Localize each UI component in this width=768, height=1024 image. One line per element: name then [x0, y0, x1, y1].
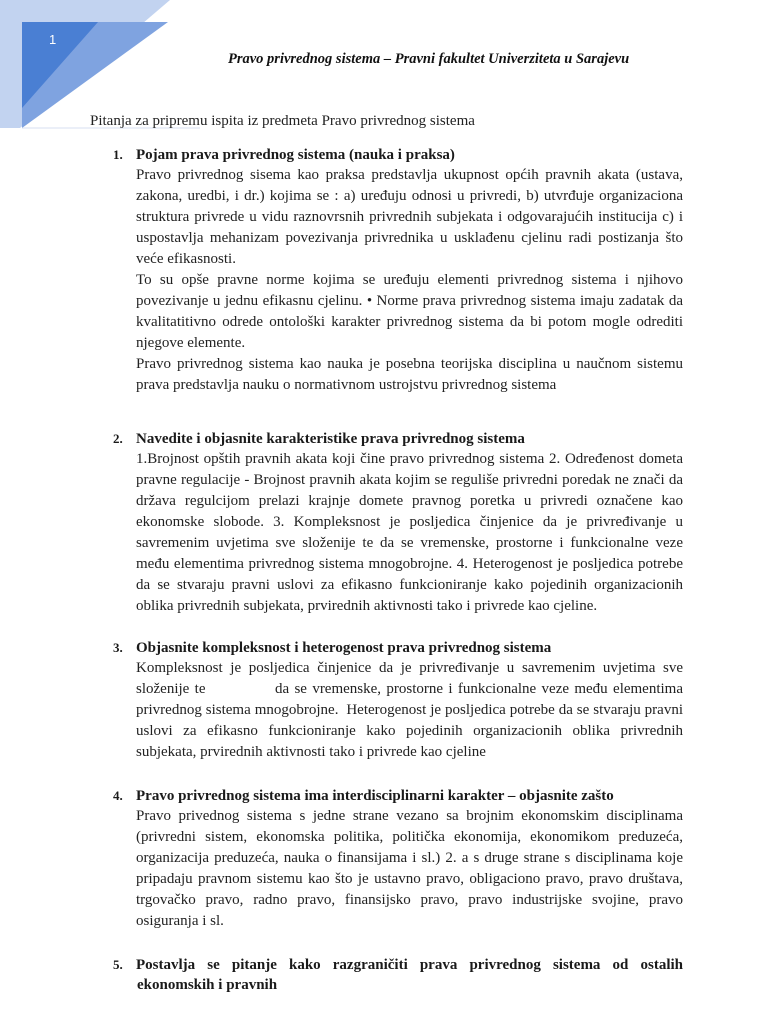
- question-title: Pravo privrednog sistema ima interdisciplinarni karakter – objasnite zašto: [136, 788, 614, 804]
- question-4: [113, 786, 683, 932]
- question-number: 5.: [113, 957, 123, 972]
- question-title: Objasnite kompleksnost i heterogenost prava privrednog sistema: [136, 640, 552, 656]
- question-1-answer: [113, 165, 683, 396]
- answer-paragraph: 1.Brojnost opštih pravnih akata koji čine pravo privrednog sistema 2. Određenost dometa pravne regulacije - Brojnost pravnih akata kojim se reguliše privredni poredak ne znači da država regulcijom prelazi krajnje domete pravnog poretka u privredi označene kao ekonomske slobode. 3. Kompleksnost je posljedica činjenice da je privređivanje u savremenim uvjetima sve složenije te da se vremenske, prostorne i funkcionalne veze među elementima privrednog sistema mnogobrojne. 4. Heterogenost je posljedica potrebe da se stvaraju pravni uslovi za efikasno funkcioniranje kako pojedinih organizacionih oblika privrednih subjekata, prvirednih aktivnosti tako i privrede kao cjeline.: [136, 451, 683, 614]
- question-number: 1.: [113, 147, 123, 162]
- answer-paragraph: To su opše pravne norme kojima se uređuju elementi privrednog sistema i njihovo povezivanje u jednu efikasnu cjelinu. • Norme prava privrednog sistema imaju zadatak da kvalitatitivno odrede ontološki karakter privrednog sistema da bi potom mogle odrediti njegove elemente.: [136, 272, 683, 351]
- answer-paragraph: Pravo privrednog sisema kao praksa predstavlja ukupnost općih pravnih akata (ustava, zakona, uredbi, i dr.) kojima se : a) uređuju odnosi u privredi, b) utvrđuje organizaciona struktura privrede u vidu raznovrsnih privrednih subjekata i odgovarajućih institucija c) i uspostavlja mehanizam povezivanja privrednika u usklađenu cjelinu radi postizanja što veće efikasnosti.: [136, 167, 683, 267]
- question-2: [113, 429, 683, 617]
- question-3: [113, 638, 687, 763]
- question-title: Navedite i objasnite karakteristike prava privrednog sistema: [136, 431, 525, 447]
- question-2-heading: [113, 429, 683, 449]
- question-number: 3.: [113, 640, 123, 655]
- question-1: [113, 145, 683, 396]
- question-3-heading: [113, 638, 683, 658]
- question-title-continuation: ekonomskih i pravnih: [137, 977, 278, 993]
- running-header-title: Pravo privrednog sistema – Pravni fakultet Univerziteta u Sarajevu: [228, 51, 630, 67]
- question-1-heading: [113, 145, 683, 165]
- question-3-answer: [113, 658, 687, 763]
- question-title: Postavlja se pitanje kako razgraničiti prava privrednog sistema od ostalih: [136, 957, 683, 973]
- question-4-answer: [113, 806, 683, 932]
- question-number: 2.: [113, 431, 123, 446]
- answer-paragraph: Pravo privrednog sistema kao nauka je posebna teorijska disciplina u naučnom sistemu prava predstavlja nauku o normativnom ustrojstvu privrednog sistema: [136, 356, 683, 393]
- question-5-heading: [113, 955, 683, 975]
- answer-paragraph: Kompleksnost je posljedica činjenice da je privređivanje u savremenim uvjetima sve složenije te da se vremenske, prostorne i funkcionalne veze među elementima privrednog sistema mnogobrojne. Heterogenost je posljedica potrebe da se stvaraju pravni uslovi za efikasno funkcioniranje kako pojedinih organizacionih oblika privrednih subjekata, prvirednih aktivnosti tako i privrede kao cjeline: [136, 660, 687, 760]
- question-5: [113, 955, 683, 996]
- page-number: 1: [49, 32, 57, 47]
- question-number: 4.: [113, 788, 123, 803]
- question-4-heading: [113, 786, 683, 806]
- question-title: Pojam prava privrednog sistema (nauka i praksa): [136, 147, 455, 163]
- question-2-answer: [113, 449, 683, 617]
- answer-paragraph: Pravo privednog sistema s jedne strane vezano sa brojnim ekonomskim disciplinama (privredni sistem, ekonomska politika, politička ekonomija, ekonomikom preduzeća, organizacija preduzeća, nauka o finansijama i sl.) 2. a s druge strane s disciplinama koje pripadaju pravnom sistemu kao što je ustavno pravo, obligaciono pravo, pravo društava, trgovačko pravo, radno pravo, finansijsko pravo, pravo industrijske svojine, pravo osiguranja i sl.: [136, 808, 683, 929]
- intro-line: Pitanja za pripremu ispita iz predmeta Pravo privrednog sistema: [90, 113, 475, 129]
